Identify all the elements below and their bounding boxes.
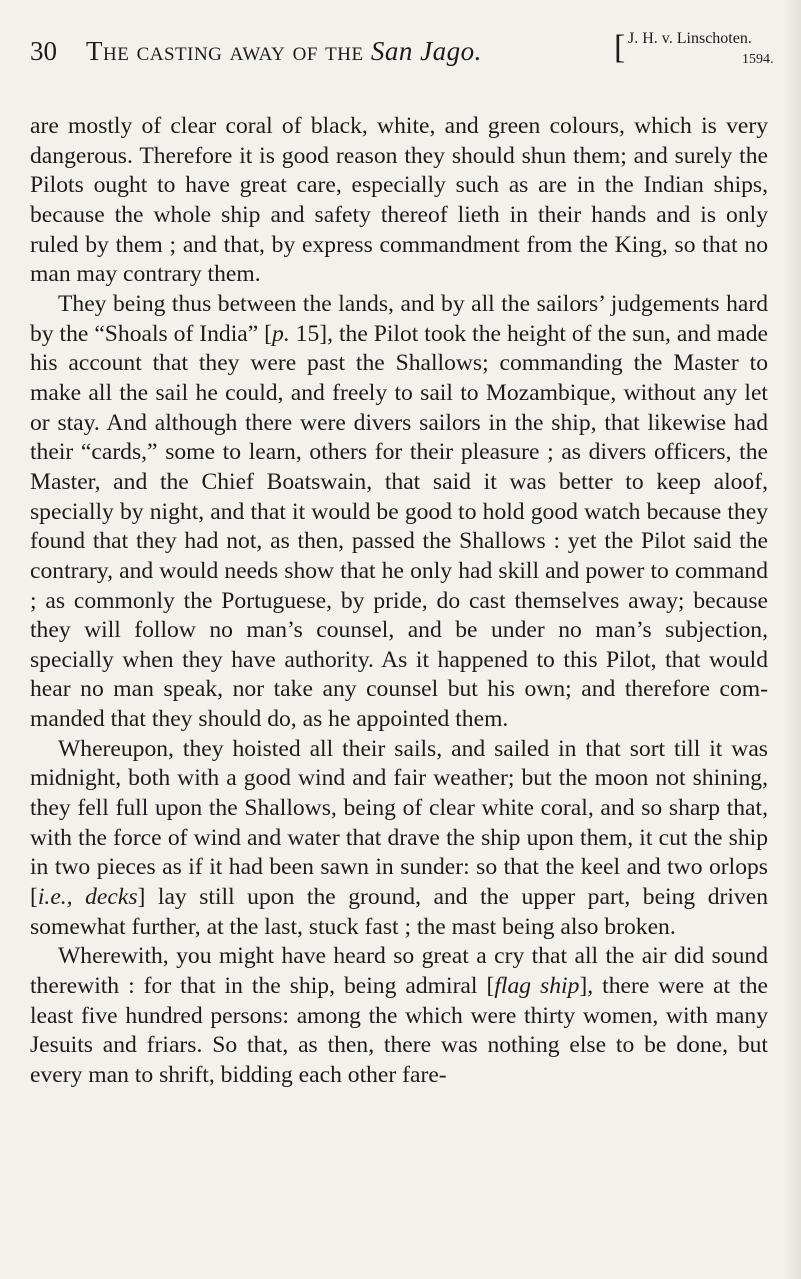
text-segment: They being thus between the lands, and by all the sailors’ judgements hard by the “Shoals of India” [ <box>30 290 768 347</box>
text-segment-italic: p. <box>272 320 290 347</box>
running-title-prefix: The casting away of the <box>86 36 371 66</box>
text-segment-italic: i.e., decks <box>37 884 138 911</box>
attribution-year: 1594. <box>742 52 774 67</box>
page-number: 30 <box>30 36 57 66</box>
text-segment: ] lay still upon the ground, and the upper part, being driven somewhat further, at the last, stuck fast ; the mast being also broken. <box>30 884 769 940</box>
author-attribution <box>614 24 801 80</box>
running-title <box>86 36 482 67</box>
paragraph <box>30 735 768 943</box>
paragraph <box>30 942 768 1090</box>
text-segment-italic: flag ship <box>494 973 580 1000</box>
running-title-ship: San Jago. <box>370 36 482 66</box>
text-segment: 15], the Pilot took the height of the sun, and made his account that they were past the Shallows; commanding the Master to make all the sail he could, and freely to sail to Mozambique, without any let or stay. And although there were divers sailors in the ship, that likewise had their “cards,” some to learn, others for their pleasure ; as divers officers, the Master, and the Chief Boatswain, that said it was better to keep aloof, specially by night, and that it would be good to hold good watch because they found that they had not, as then, passed the Shallows : yet the Pilot said the contrary, and would needs show that he only had skill and power to command ; as commonly the Portuguese, by pride, do cast themselves away; because they will follow no man’s counsel, and be under no man’s subjection, specially when they have authority. As it happened to this Pilot, that would hear no man speak, nor take any counsel but his own; and therefore commanded that they should do, as he appointed them. <box>30 320 768 733</box>
body-text <box>30 112 768 1091</box>
text-segment: ], there were at the least five hundred persons: among the which were thirty women, with many Jesuits and friars. So that, as then, there was nothing else to be done, but every man to shrift, bidding each other fare- <box>30 973 768 1088</box>
text-segment: Whereupon, they hoisted all their sails, and sailed in that sort till it was midnight, both with a good wind and fair weather; but the moon not shining, they fell full upon the Shallows, being of clear white coral, and so sharp that, with the force of wind and water that drave the ship upon them, it cut the ship in two pieces as if it had been sawn in sunder: so that the keel and two orlops [ <box>30 735 768 911</box>
paragraph <box>30 112 768 290</box>
text-segment: are mostly of clear coral of black, white, and green colours, which is very dangerous. Therefore it is good reason they should shun them; and surely the Pilots ought to have great care, especially such as are in the Indian ships, because the whole ship and safety thereof lieth in their hands and is only ruled by them ; and that, by express commandment from the King, so that no man may contrary them. <box>30 113 768 288</box>
attribution-bracket: [ <box>614 29 626 66</box>
paragraph <box>30 290 768 735</box>
text-segment: Wherewith, you might have heard so great a cry that all the air did sound therewith : for that in the ship, being admiral [ <box>30 943 768 1000</box>
running-header <box>30 22 780 82</box>
page-edge-shadow <box>783 0 801 1279</box>
attribution-author: J. H. v. Linschoten. <box>628 30 752 47</box>
